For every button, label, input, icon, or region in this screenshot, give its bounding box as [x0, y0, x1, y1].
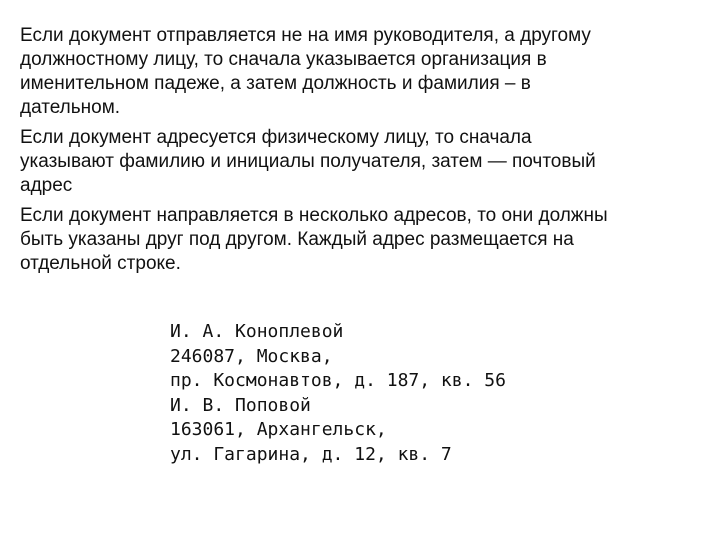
rule-paragraph-individual: Если документ адресуется физическому лицу, то сначала указывают фамилию и инициалы получателя, затем — почтовый адрес: [20, 127, 596, 196]
address-line-street-2: ул. Гагарина, д. 12, кв. 7: [170, 443, 452, 465]
address-line-recipient-2: И. В. Поповой: [170, 394, 311, 416]
address-example-block: [170, 320, 506, 467]
address-line-recipient-1: И. А. Коноплевой: [170, 321, 344, 342]
address-line-street-1: пр. Космонавтов, д. 187, кв. 56: [170, 370, 506, 391]
rule-paragraph-other-official: Если документ отправляется не на имя руководителя, а другому должностному лицу, то сначала указывается организация в именительном падеже, а затем должность и фамилия – в дательном.: [20, 25, 591, 118]
rules-text-block: [20, 24, 710, 282]
rule-paragraph-multiple-addresses: Если документ направляется в несколько адресов, то они должны быть указаны друг под другом. Каждый адрес размещается на отдельной строке.: [20, 205, 608, 274]
address-line-city-2: 163061, Архангельск,: [170, 419, 387, 440]
address-line-city-1: 246087, Москва,: [170, 345, 333, 367]
